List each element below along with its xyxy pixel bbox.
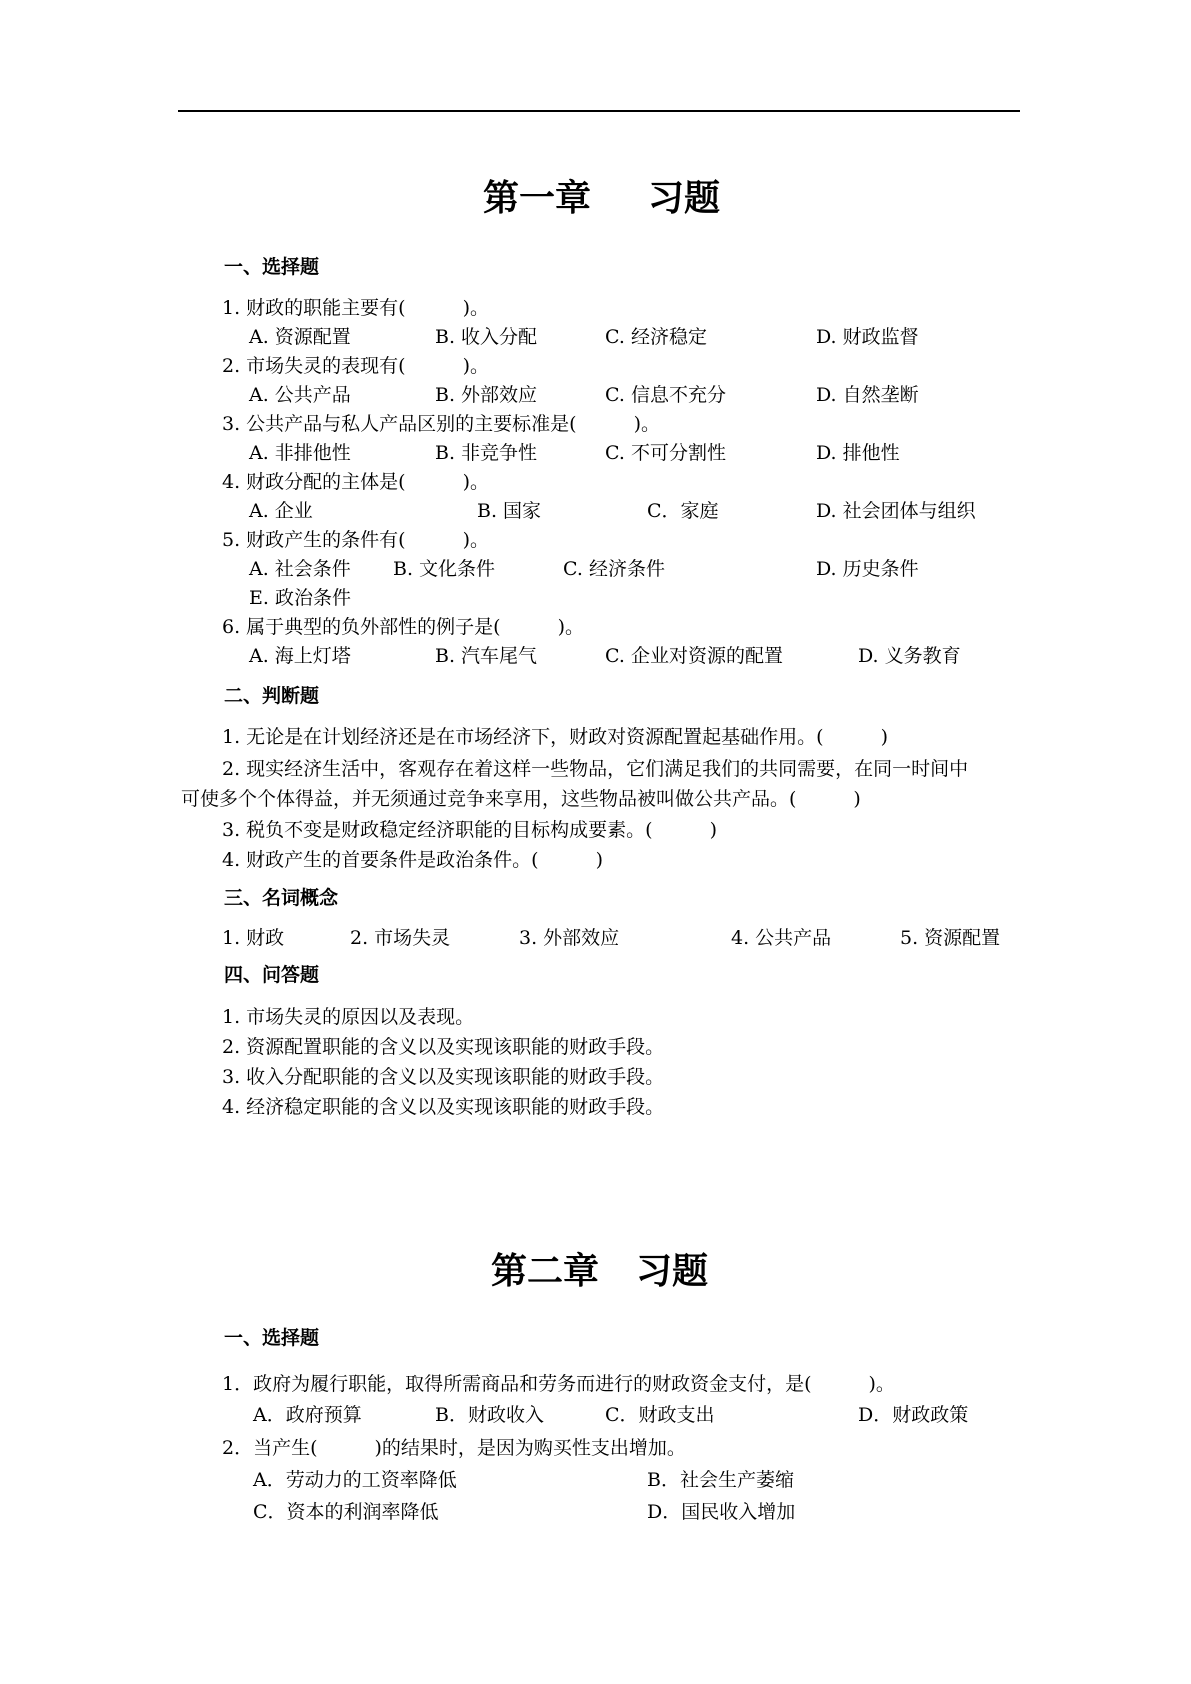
ch1-q4-option-a: A. 企业 — [249, 500, 313, 522]
ch1-judge-3: 3. 税负不变是财政稳定经济职能的目标构成要素。( ) — [222, 819, 717, 841]
ch1-q4-option-d: D. 社会团体与组织 — [816, 500, 976, 522]
ch2-section-choice: 一、选择题 — [224, 1327, 320, 1349]
ch1-q2-option-a: A. 公共产品 — [249, 384, 351, 406]
ch1-q6-option-a: A. 海上灯塔 — [249, 645, 351, 667]
ch1-q5-option-e: E. 政治条件 — [249, 587, 351, 609]
ch1-section-choice: 一、选择题 — [224, 256, 320, 278]
ch2-q1: 1．政府为履行职能，取得所需商品和劳务而进行的财政资金支付，是( )。 — [222, 1373, 895, 1395]
ch1-q2-option-b: B. 外部效应 — [435, 384, 538, 406]
ch2-q1-option-c: C．财政支出 — [605, 1404, 715, 1426]
ch1-q6-option-c: C. 企业对资源的配置 — [605, 645, 783, 667]
ch1-term-1: 1. 财政 — [222, 927, 285, 949]
ch1-q3-option-c: C. 不可分割性 — [605, 442, 726, 464]
ch1-q2: 2. 市场失灵的表现有( )。 — [222, 355, 489, 377]
ch1-section-judge: 二、判断题 — [224, 685, 320, 707]
ch1-q6-option-b: B. 汽车尾气 — [435, 645, 538, 667]
ch2-q2-option-d: D．国民收入增加 — [647, 1501, 796, 1523]
chapter2-title-number: 第二章 — [491, 1251, 600, 1292]
ch1-term-3: 3. 外部效应 — [519, 927, 620, 949]
chapter1-title-text: 习题 — [648, 178, 721, 219]
ch1-q1-option-b: B. 收入分配 — [435, 326, 538, 348]
ch1-essay-2: 2. 资源配置职能的含义以及实现该职能的财政手段。 — [222, 1036, 665, 1058]
ch1-essay-3: 3. 收入分配职能的含义以及实现该职能的财政手段。 — [222, 1066, 665, 1088]
ch1-q1-option-d: D. 财政监督 — [816, 326, 919, 348]
chapter2-title-text: 习题 — [636, 1251, 709, 1292]
ch2-q2: 2．当产生( )的结果时，是因为购买性支出增加。 — [222, 1437, 686, 1459]
ch1-q4-option-c: C．家庭 — [647, 500, 719, 522]
ch1-q5-option-d: D. 历史条件 — [816, 558, 919, 580]
ch1-term-5: 5. 资源配置 — [900, 927, 1001, 949]
ch2-q2-option-b: B．社会生产萎缩 — [647, 1469, 794, 1491]
ch1-term-4: 4. 公共产品 — [731, 927, 832, 949]
ch1-judge-1: 1. 无论是在计划经济还是在市场经济下，财政对资源配置起基础作用。( ) — [222, 726, 888, 748]
ch1-judge-2-line2: 可使多个个体得益，并无须通过竞争来享用，这些物品被叫做公共产品。( ) — [181, 788, 861, 810]
ch2-q1-option-b: B．财政收入 — [435, 1404, 544, 1426]
ch1-q1-option-a: A. 资源配置 — [249, 326, 351, 348]
ch1-q5-option-b: B. 文化条件 — [393, 558, 496, 580]
ch1-q4: 4. 财政分配的主体是( )。 — [222, 471, 489, 493]
chapter1-title-number: 第一章 — [483, 178, 592, 219]
ch1-essay-1: 1. 市场失灵的原因以及表现。 — [222, 1006, 475, 1028]
ch1-q5-option-c: C. 经济条件 — [563, 558, 665, 580]
ch1-q3-option-d: D. 排他性 — [816, 442, 900, 464]
ch1-q3-option-b: B. 非竞争性 — [435, 442, 538, 464]
ch1-q6: 6. 属于典型的负外部性的例子是( )。 — [222, 616, 584, 638]
ch1-essay-4: 4. 经济稳定职能的含义以及实现该职能的财政手段。 — [222, 1096, 665, 1118]
ch1-q4-option-b: B. 国家 — [477, 500, 542, 522]
ch1-q2-option-d: D. 自然垄断 — [816, 384, 919, 406]
ch1-q1: 1. 财政的职能主要有( )。 — [222, 297, 489, 319]
ch2-q2-option-c: C．资本的利润率降低 — [253, 1501, 439, 1523]
ch1-q6-option-d: D. 义务教育 — [858, 645, 961, 667]
header-rule — [178, 110, 1020, 112]
ch2-q2-option-a: A．劳动力的工资率降低 — [253, 1469, 457, 1491]
ch1-section-essay: 四、问答题 — [224, 964, 320, 986]
ch1-section-terms: 三、名词概念 — [224, 887, 339, 909]
ch1-judge-4: 4. 财政产生的首要条件是政治条件。( ) — [222, 849, 603, 871]
ch1-q3-option-a: A. 非排他性 — [249, 442, 351, 464]
ch2-q1-option-a: A．政府预算 — [253, 1404, 362, 1426]
ch1-q3: 3. 公共产品与私人产品区别的主要标准是( )。 — [222, 413, 660, 435]
ch1-q5-option-a: A. 社会条件 — [249, 558, 351, 580]
ch1-q2-option-c: C. 信息不充分 — [605, 384, 726, 406]
ch1-term-2: 2. 市场失灵 — [350, 927, 451, 949]
ch2-q1-option-d: D．财政政策 — [858, 1404, 969, 1426]
ch1-judge-2-line1: 2. 现实经济生活中，客观存在着这样一些物品，它们满足我们的共同需要，在同一时间中 — [222, 758, 969, 780]
ch1-q1-option-c: C. 经济稳定 — [605, 326, 707, 348]
ch1-q5: 5. 财政产生的条件有( )。 — [222, 529, 489, 551]
